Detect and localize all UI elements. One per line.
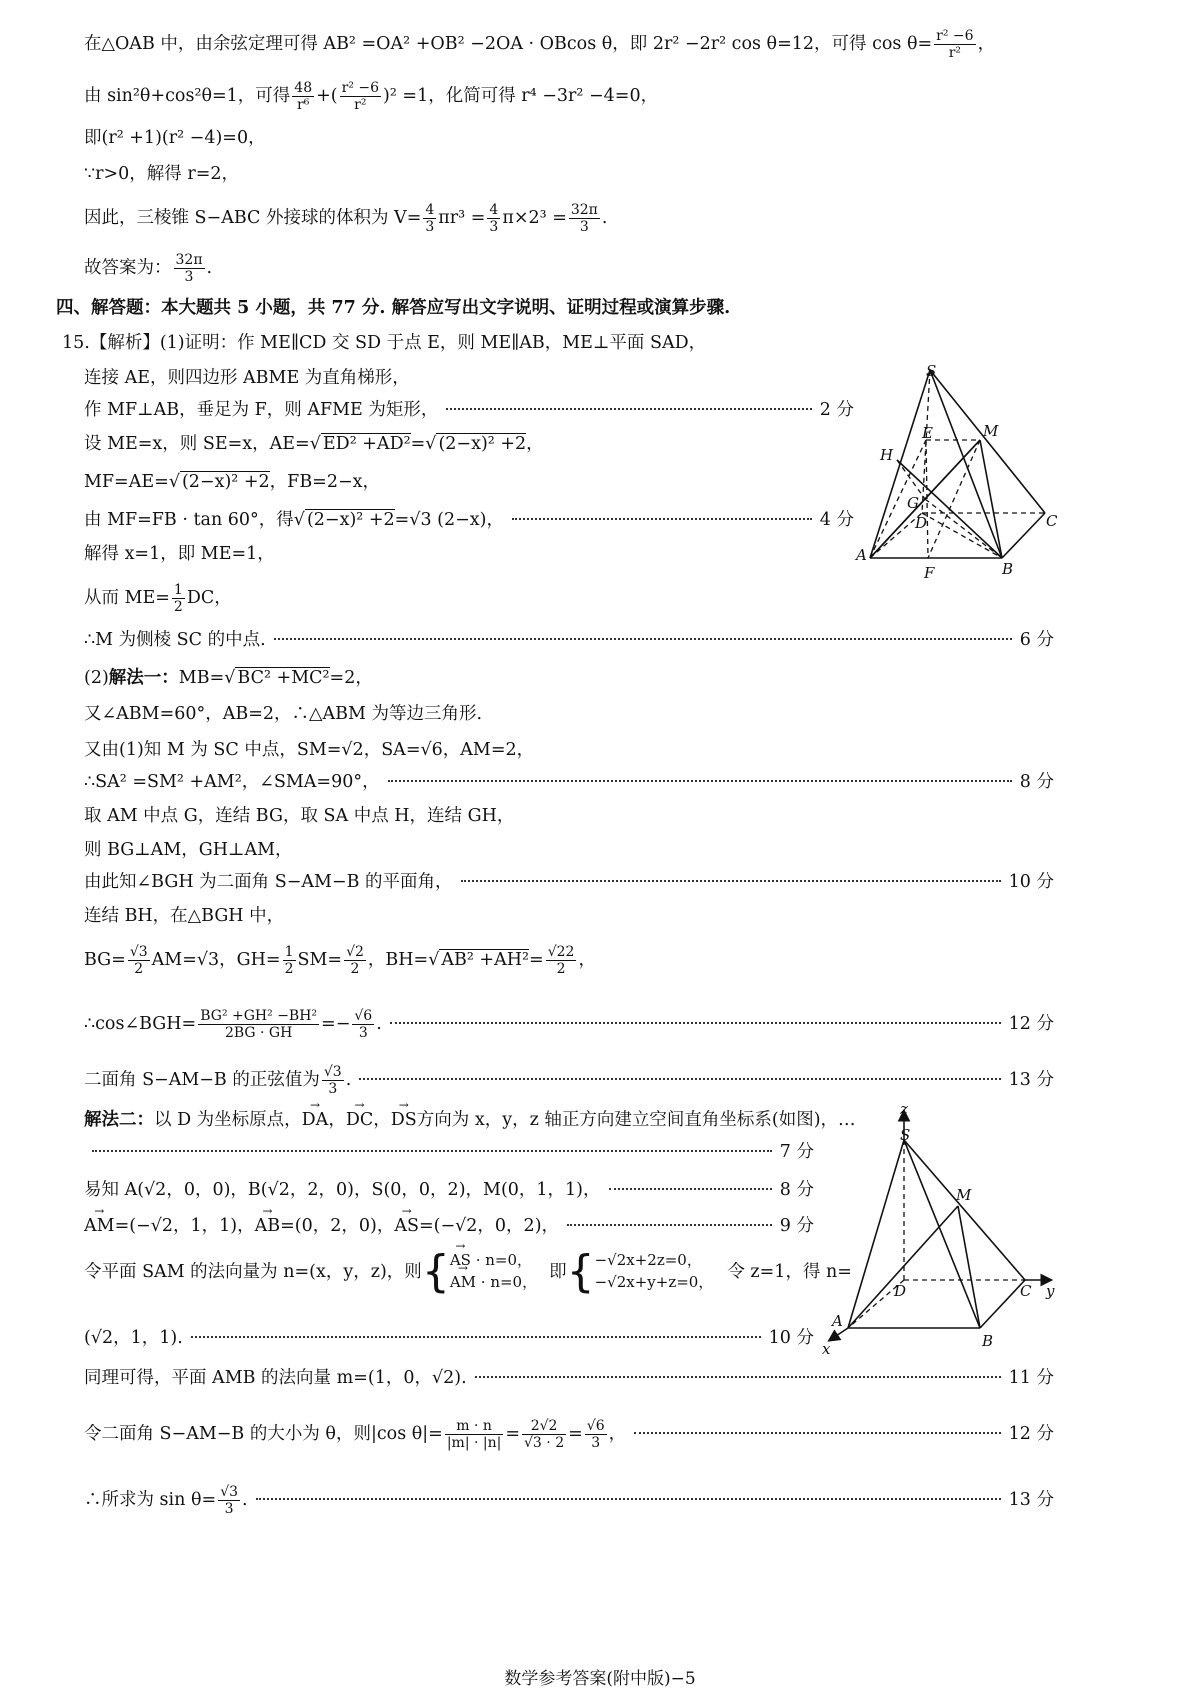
score-mark: 12 分 bbox=[1008, 1424, 1054, 1445]
score-line: 令二面角 S−AM−B 的大小为 θ，则|cos θ|= $\frac{m \cdot n}{|m| \cdot |n|}$ = $\frac{2√2}{√3 \cdot 2}$ = $\frac{√6}{3}$ ， 12 分 bbox=[84, 1418, 1054, 1452]
score-line: ∴SA² =SM² +AM²，∠SMA=90°， 8 分 bbox=[84, 772, 1054, 792]
method1-line: BG= $\frac{√3}{2}$ AM=√3，GH= $\frac{1}{2}$ SM= $\frac{√2}{2}$ ，BH=√ AB² +AH²= $\frac{√22}{2}$ ， bbox=[84, 944, 596, 978]
label-s2: S bbox=[900, 1126, 911, 1144]
segment-mf bbox=[928, 440, 980, 558]
label-z: z bbox=[900, 1100, 908, 1118]
score-line: ∴所求为 sin θ= $\frac{√3}{3}$ . 13 分 bbox=[84, 1484, 1054, 1518]
coordinate-figure bbox=[820, 1100, 1070, 1360]
label-f: F bbox=[924, 564, 935, 582]
label-d2: D bbox=[894, 1282, 907, 1300]
label-d: D bbox=[915, 514, 928, 532]
fraction: $\frac{\text{r² −6}}{\text{r²}}$ bbox=[936, 28, 974, 62]
method1-line: 又∠ABM=60°，AB=2，∴△ABM 为等边三角形. bbox=[84, 704, 483, 724]
method2-line: 解法二：以 D 为坐标原点，→ DA，→ DC，→ DS方向为 x，y，z 轴正方向建立空间直角坐标系(如图)，… bbox=[84, 1110, 856, 1131]
edge-am2 bbox=[848, 1206, 958, 1328]
edge-sb bbox=[930, 370, 1002, 558]
score-mark: 4 分 bbox=[819, 510, 854, 530]
method1-line: 连结 BH，在△BGH 中， bbox=[84, 906, 285, 926]
score-line: 作 MF⊥AB，垂足为 F，则 AFME 为矩形， 2 分 bbox=[84, 400, 854, 420]
score-line: 同理可得，平面 AMB 的法向量 m=(1，0，√2). 11 分 bbox=[84, 1368, 1054, 1388]
section-heading: 四、解答题：本大题共 5 小题，共 77 分. 解答应写出文字说明、证明过程或演算步骤. bbox=[56, 298, 731, 318]
pyramid-figure bbox=[850, 360, 1070, 590]
page-footer: 数学参考答案(附中版)−5 bbox=[504, 1669, 696, 1689]
score-line: 由此知∠BGH 为二面角 S−AM−B 的平面角， 10 分 bbox=[84, 872, 1054, 892]
score-line: 由 MF=FB · tan 60°，得√ (2−x)² +2=√3 (2−x)， 4 分 bbox=[84, 510, 854, 530]
edge-bc2 bbox=[980, 1280, 1025, 1328]
label-b: B bbox=[1002, 560, 1014, 578]
score-mark: 2 分 bbox=[819, 400, 854, 420]
label-a: A bbox=[856, 546, 867, 564]
label-x: x bbox=[822, 1340, 831, 1358]
q15-line: 解得 x=1，即 ME=1， bbox=[84, 544, 275, 564]
method1-line: 又由(1)知 M 为 SC 中点，SM=√2，SA=√6，AM=2， bbox=[84, 740, 535, 760]
label-e: E bbox=[922, 424, 933, 442]
q15-line: 从而 ME= $\frac{1}{2}$ DC， bbox=[84, 582, 232, 616]
score-line: 二面角 S−AM−B 的正弦值为 $\frac{√3}{3}$ . 13 分 bbox=[84, 1064, 1054, 1098]
q15-line: 设 ME=x，则 SE=x，AE=√ ED² +AD²=√ (2−x)² +2， bbox=[84, 434, 544, 454]
label-b2: B bbox=[982, 1332, 994, 1350]
score-mark: 12 分 bbox=[1008, 1014, 1054, 1035]
score-mark: 10 分 bbox=[768, 1328, 814, 1348]
score-line: ∴cos∠BGH= $\frac{\text{BG² +GH² −BH²}}{2BG \cdot GH}$ =− $\frac{√6}{3}$ . 12 分 bbox=[84, 1008, 1054, 1042]
method2-system-line: 令平面 SAM 的法向量为 n=(x，y，z)，则 { → AS · n=0， → AM · n=0， 即 { −√2x+2z=0， −√2x+y+z=0， 令 z=1，得 n= bbox=[84, 1250, 852, 1294]
score-mark: 9 分 bbox=[779, 1216, 814, 1236]
volume-line: 因此，三棱锥 S−ABC 外接球的体积为 V= $\frac{4}{3}$ πr³ = $\frac{4}{3}$ π×2³ = $\frac{32\pi}{3}$ . bbox=[84, 202, 608, 236]
score-line bbox=[84, 1142, 814, 1163]
score-mark: 13 分 bbox=[1008, 1070, 1054, 1091]
edge-sb2 bbox=[904, 1140, 980, 1328]
method1-line: 则 BG⊥AM，GH⊥AM， bbox=[84, 840, 293, 860]
score-line: (√2，1，1). 10 分 bbox=[84, 1328, 814, 1348]
label-h: H bbox=[880, 446, 894, 464]
method1-line: (2)解法一：MB=√ BC² +MC²=2， bbox=[84, 668, 373, 688]
identity-line: 由 sin²θ+cos²θ=1，可得 $\frac{48}{\text{r⁶}}$ +( $\frac{\text{r² −6}}{\text{r²}}$ )² =1，化简可得 r⁴ −3r² −4=0， bbox=[84, 80, 659, 114]
label-m: M bbox=[983, 422, 999, 440]
q15-line: MF=AE=√ (2−x)² +2，FB=2−x， bbox=[84, 472, 381, 492]
q15-line: 连接 AE，则四边形 ABME 为直角梯形， bbox=[84, 368, 410, 388]
cosine-law-line: 在△OAB 中，由余弦定理可得 AB² =OA² +OB² −2OA · OBcos θ，即 2r² −2r² cos θ=12，可得 cos θ= $\frac{\text{r² −6}}{\text{r²}}$ ， bbox=[84, 28, 996, 62]
score-line: ∴M 为侧棱 SC 的中点. 6 分 bbox=[84, 630, 1054, 650]
score-mark: 10 分 bbox=[1008, 872, 1054, 892]
score-mark: 13 分 bbox=[1008, 1490, 1054, 1511]
label-y: y bbox=[1046, 1282, 1055, 1300]
label-c: C bbox=[1046, 512, 1058, 530]
label-m2: M bbox=[956, 1186, 972, 1204]
q15-header: 15.【解析】(1)证明：作 ME∥CD 交 SD 于点 E，则 ME∥AB，ME⊥平面 SAD， bbox=[62, 333, 707, 353]
score-mark: 11 分 bbox=[1008, 1368, 1054, 1388]
score-mark: 7 分 bbox=[779, 1142, 814, 1162]
edge-sc2 bbox=[904, 1140, 1025, 1280]
score-line: → AM=(−√2，1，1)，→ AB=(0，2，0)，→ AS=(−√2，0，2)， 9 分 bbox=[84, 1216, 814, 1237]
label-g: G bbox=[907, 494, 919, 512]
label-c2: C bbox=[1020, 1282, 1032, 1300]
score-mark: 8 分 bbox=[779, 1180, 814, 1200]
factor-line: 即(r² +1)(r² −4)=0， bbox=[84, 128, 266, 148]
label-s: S bbox=[926, 362, 937, 380]
score-mark: 8 分 bbox=[1019, 772, 1054, 792]
edge-bc bbox=[1002, 513, 1045, 558]
score-line: 易知 A(√2，0，0)，B(√2，2，0)，S(0，0，2)，M(0，1，1)， 8 分 bbox=[84, 1180, 814, 1200]
label-a2: A bbox=[832, 1312, 843, 1330]
answer-line: 故答案为： $\frac{32\pi}{3}$ . bbox=[84, 252, 213, 286]
solve-r-line: ∵r>0，解得 r=2， bbox=[84, 164, 240, 184]
method1-line: 取 AM 中点 G，连结 BG，取 SA 中点 H，连结 GH， bbox=[84, 806, 515, 826]
score-mark: 6 分 bbox=[1019, 630, 1054, 650]
segment-ef bbox=[926, 440, 928, 558]
edge-sc bbox=[930, 370, 1045, 513]
